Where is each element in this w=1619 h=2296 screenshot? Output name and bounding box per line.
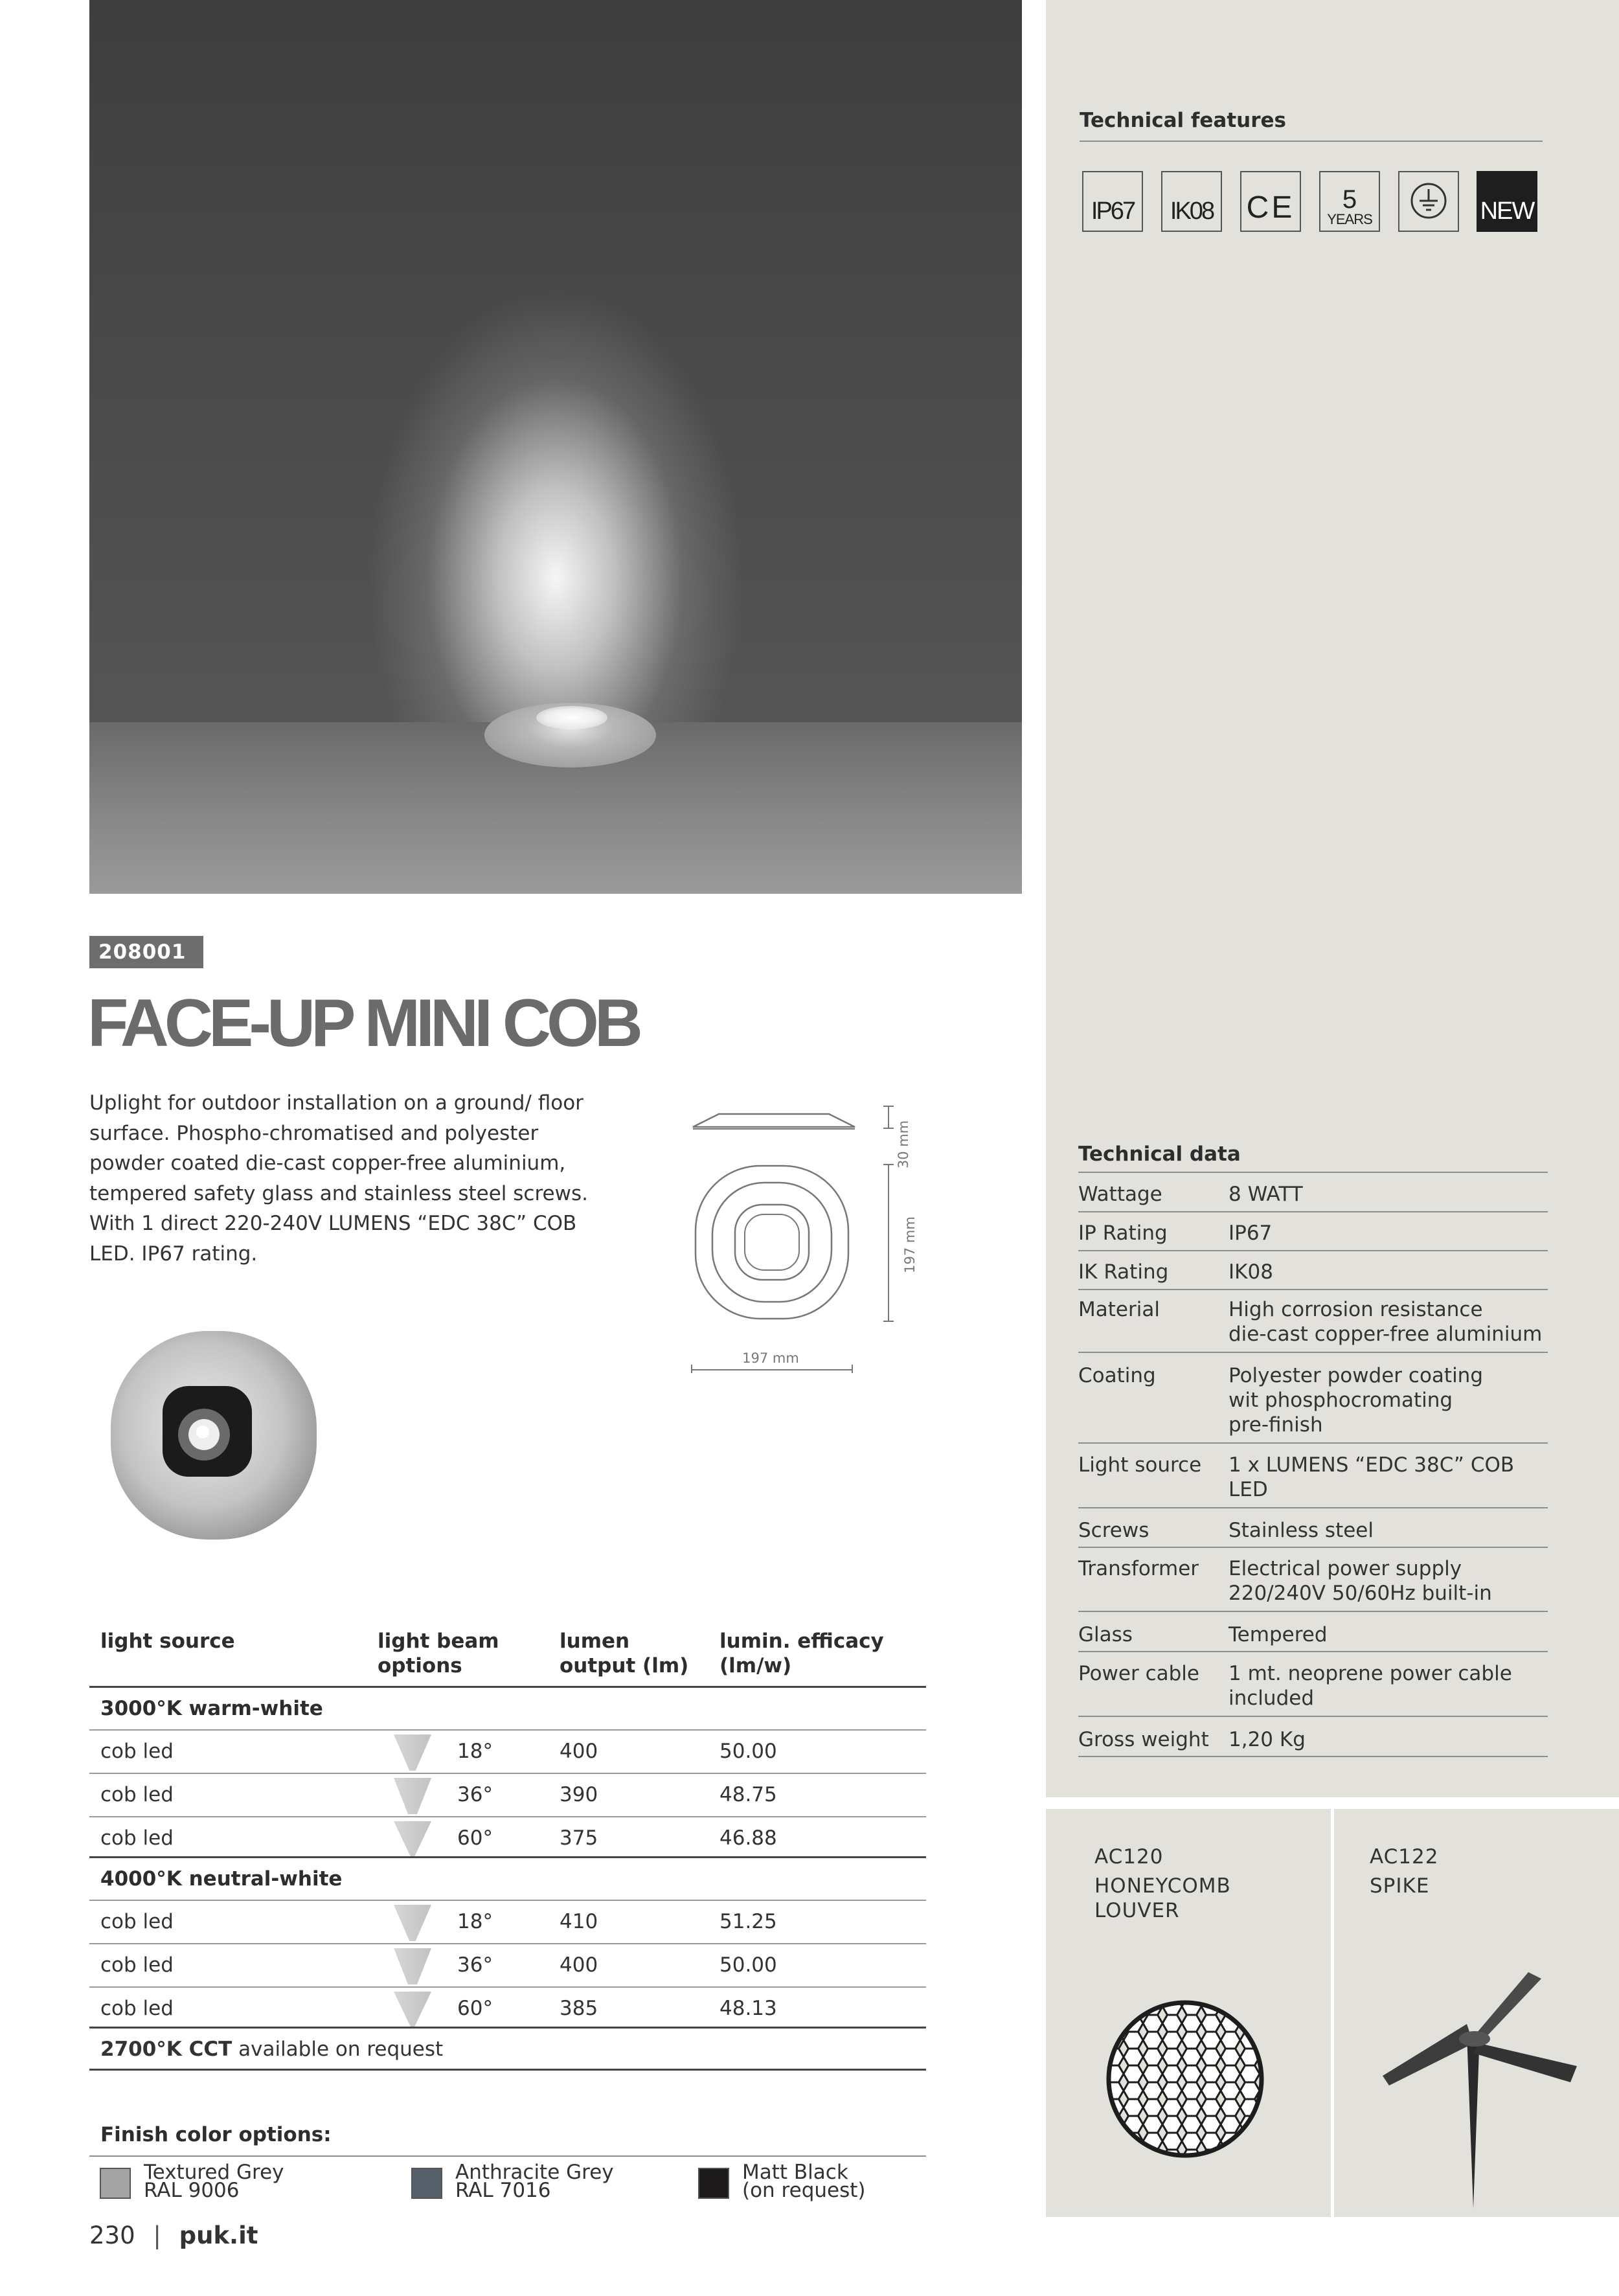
swatch-textured-grey: [100, 2168, 131, 2199]
table-row: cob led 36° 390 48.75: [89, 1774, 926, 1816]
td-row-glass: Glass Tempered: [1078, 1622, 1548, 1652]
finish-label-textured-grey: Textured Grey RAL 9006: [144, 2161, 284, 2202]
table-row: cob led 18° 410 51.25: [89, 1901, 926, 1943]
table-row: cob led 18° 400 50.00: [89, 1731, 926, 1773]
technical-data-title: Technical data: [1078, 1142, 1241, 1166]
td-row-material: Material High corrosion resistance die-cast copper-free aluminium: [1078, 1297, 1548, 1353]
hero-photo: [89, 0, 1022, 894]
swatch-anthracite-grey: [411, 2168, 442, 2199]
beam-medium-icon: [394, 1778, 431, 1814]
product-photo: [107, 1324, 321, 1545]
earth-ground-icon: [1398, 171, 1459, 232]
td-row-power-cable: Power cable 1 mt. neoprene power cable included: [1078, 1661, 1548, 1717]
fixture-glow: [536, 706, 607, 729]
header-light-beam-options: light beam options: [378, 1630, 499, 1677]
footer-separator: |: [153, 2222, 161, 2249]
page-number: 230: [89, 2222, 135, 2249]
table-row: cob led 36° 400 50.00: [89, 1944, 926, 1986]
warranty-badge: 5 YEARS: [1319, 171, 1380, 232]
honeycomb-louver-image: [1104, 1998, 1266, 2160]
cct-note: 2700°K CCT available on request: [100, 2038, 444, 2061]
dimension-side-label: 197 mm: [902, 1216, 918, 1273]
td-row-gross-weight: Gross weight 1,20 Kg: [1078, 1727, 1548, 1757]
product-code-badge: 208001: [89, 936, 203, 968]
wall-light-beam: [89, 0, 1022, 722]
td-row-ik: IK Rating IK08: [1078, 1260, 1548, 1290]
dimension-width-label: 197 mm: [742, 1350, 799, 1366]
technical-data-rule: [1078, 1172, 1548, 1173]
td-row-wattage: Wattage 8 WATT: [1078, 1182, 1548, 1212]
beam-wide-icon: [394, 1992, 431, 2028]
td-row-ip: IP Rating IP67: [1078, 1221, 1548, 1251]
header-luminous-efficacy: lumin. efficacy (lm/w): [719, 1630, 884, 1677]
td-row-light-source: Light source 1 x LUMENS “EDC 38C” COB LED: [1078, 1453, 1548, 1508]
new-badge: NEW: [1477, 171, 1537, 232]
accessory-name-ac120: HONEYCOMB LOUVER: [1094, 1874, 1231, 1922]
beam-medium-icon: [394, 1948, 431, 1984]
finish-rule: [89, 2155, 926, 2157]
header-lumen-output: lumen output (lm): [560, 1630, 689, 1677]
accessory-code-ac122: AC122: [1370, 1845, 1439, 1869]
beam-narrow-icon: [394, 1905, 431, 1941]
product-description: Uplight for outdoor installation on a ground/ floor surface. Phospho-chromatised and polyester powder coated die-cast copper-free aluminium, tempered safety glass and stainless steel screws. With 1 direct 220-240V LUMENS “EDC 38C” COB LED. IP67 rating.: [89, 1091, 588, 1266]
spike-image: [1376, 1956, 1590, 2215]
finish-label-matt-black: Matt Black (on request): [742, 2161, 866, 2202]
technical-features-rule: [1080, 141, 1543, 142]
beam-narrow-icon: [394, 1734, 431, 1771]
finish-title: Finish color options:: [100, 2123, 332, 2146]
beam-wide-icon: [394, 1821, 431, 1858]
website-link[interactable]: puk.it: [179, 2222, 258, 2249]
td-row-screws: Screws Stainless steel: [1078, 1518, 1548, 1548]
td-row-coating: Coating Polyester powder coating wit phosphocromating pre-finish: [1078, 1363, 1548, 1444]
accessory-code-ac120: AC120: [1094, 1845, 1164, 1869]
ik08-badge: IK08: [1161, 171, 1222, 232]
swatch-matt-black: [698, 2168, 729, 2199]
dimension-height-label: 30 mm: [896, 1120, 911, 1169]
accessory-name-ac122: SPIKE: [1370, 1874, 1430, 1898]
finish-label-anthracite-grey: Anthracite Grey RAL 7016: [455, 2161, 614, 2202]
product-title: FACE-UP MINI COB: [87, 986, 639, 1061]
table-row: cob led 60° 385 48.13: [89, 1988, 926, 2030]
technical-features-title: Technical features: [1080, 109, 1286, 132]
td-row-transformer: Transformer Electrical power supply 220/240V 50/60Hz built-in: [1078, 1556, 1548, 1612]
group-3000k: 3000°K warm-white: [100, 1697, 323, 1720]
table-row: cob led 60° 375 46.88: [89, 1817, 926, 1859]
header-light-source: light source: [100, 1630, 235, 1653]
page-footer: [89, 2222, 258, 2250]
ip67-badge: IP67: [1082, 171, 1143, 232]
table-bottom-rule: [89, 2069, 926, 2071]
group-4000k: 4000°K neutral-white: [100, 1867, 343, 1891]
ce-mark-badge: CE: [1240, 171, 1301, 232]
